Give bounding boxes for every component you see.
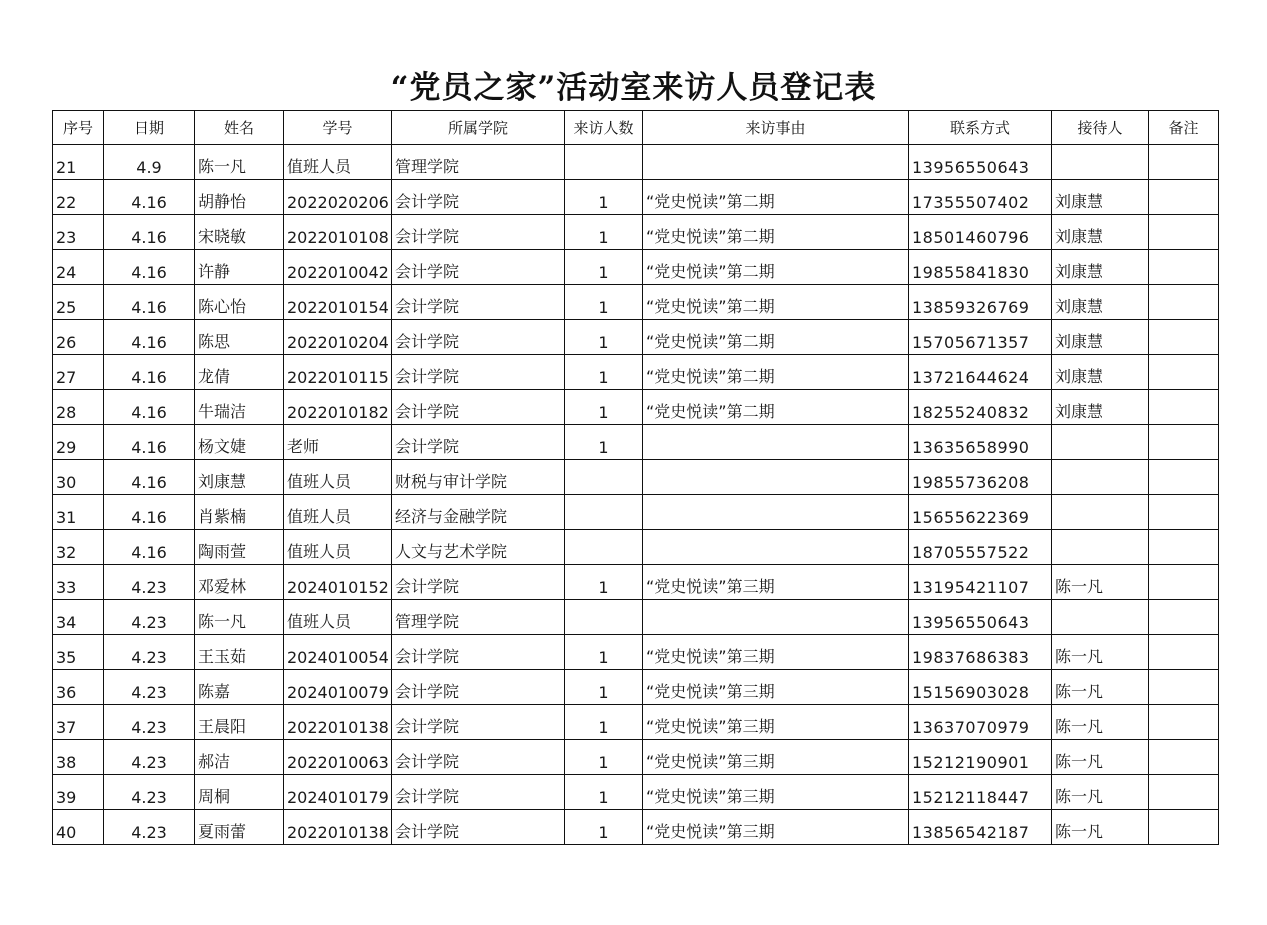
cell-contact: 15655622369 [909,495,1052,530]
header-visitor-count: 来访人数 [565,111,643,145]
cell-host: 刘康慧 [1052,285,1149,320]
cell-date: 4.23 [104,670,195,705]
table-row [53,810,1219,845]
cell-reason [643,600,909,635]
cell-reason: “党史悦读”第二期 [643,320,909,355]
table-row [53,250,1219,285]
cell-note [1149,670,1219,705]
cell-reason: “党史悦读”第二期 [643,390,909,425]
cell-visitor-count [565,460,643,495]
cell-date: 4.16 [104,215,195,250]
cell-reason [643,530,909,565]
cell-college: 会计学院 [392,215,565,250]
table-row [53,705,1219,740]
cell-name: 陈一凡 [195,145,284,180]
cell-date: 4.23 [104,565,195,600]
cell-note [1149,180,1219,215]
cell-student-id: 2024010079 [284,670,392,705]
cell-note [1149,635,1219,670]
cell-note [1149,390,1219,425]
cell-student-id: 2022010154 [284,285,392,320]
header-contact: 联系方式 [909,111,1052,145]
cell-student-id: 2022010182 [284,390,392,425]
cell-college: 财税与审计学院 [392,460,565,495]
cell-name: 陶雨萱 [195,530,284,565]
cell-visitor-count: 1 [565,740,643,775]
cell-name: 牛瑞洁 [195,390,284,425]
header-row [53,111,1219,145]
cell-contact: 13856542187 [909,810,1052,845]
page-title: “党员之家”活动室来访人员登记表 [390,70,877,106]
cell-college: 会计学院 [392,390,565,425]
table-row [53,355,1219,390]
cell-visitor-count: 1 [565,390,643,425]
cell-college: 管理学院 [392,145,565,180]
cell-host: 刘康慧 [1052,390,1149,425]
cell-host [1052,600,1149,635]
cell-name: 许静 [195,250,284,285]
cell-no: 37 [53,705,104,740]
cell-name: 刘康慧 [195,460,284,495]
cell-contact: 13635658990 [909,425,1052,460]
cell-no: 25 [53,285,104,320]
cell-host: 陈一凡 [1052,775,1149,810]
cell-student-id: 值班人员 [284,460,392,495]
table-row [53,740,1219,775]
header-college: 所属学院 [392,111,565,145]
cell-reason: “党史悦读”第三期 [643,670,909,705]
cell-contact: 19837686383 [909,635,1052,670]
cell-date: 4.16 [104,250,195,285]
cell-host: 刘康慧 [1052,250,1149,285]
cell-contact: 15212118447 [909,775,1052,810]
table-row [53,600,1219,635]
cell-reason: “党史悦读”第三期 [643,775,909,810]
cell-name: 王玉茹 [195,635,284,670]
cell-reason: “党史悦读”第三期 [643,565,909,600]
cell-college: 会计学院 [392,355,565,390]
cell-name: 杨文婕 [195,425,284,460]
cell-contact: 19855841830 [909,250,1052,285]
cell-college: 会计学院 [392,425,565,460]
cell-date: 4.23 [104,705,195,740]
cell-reason: “党史悦读”第三期 [643,705,909,740]
cell-contact: 13859326769 [909,285,1052,320]
cell-no: 32 [53,530,104,565]
cell-date: 4.23 [104,775,195,810]
cell-student-id: 2024010152 [284,565,392,600]
cell-college: 会计学院 [392,635,565,670]
cell-college: 会计学院 [392,740,565,775]
cell-reason: “党史悦读”第三期 [643,635,909,670]
table-row [53,285,1219,320]
table-row [53,320,1219,355]
cell-student-id: 2022010108 [284,215,392,250]
cell-name: 陈嘉 [195,670,284,705]
cell-reason: “党史悦读”第二期 [643,285,909,320]
cell-note [1149,425,1219,460]
cell-name: 邓爱林 [195,565,284,600]
cell-reason [643,495,909,530]
cell-visitor-count: 1 [565,775,643,810]
cell-no: 33 [53,565,104,600]
cell-no: 39 [53,775,104,810]
cell-no: 34 [53,600,104,635]
cell-name: 胡静怡 [195,180,284,215]
cell-no: 24 [53,250,104,285]
cell-reason: “党史悦读”第二期 [643,250,909,285]
cell-name: 陈心怡 [195,285,284,320]
cell-contact: 17355507402 [909,180,1052,215]
cell-student-id: 2022010204 [284,320,392,355]
cell-college: 会计学院 [392,320,565,355]
cell-visitor-count [565,145,643,180]
cell-name: 王晨阳 [195,705,284,740]
cell-host: 刘康慧 [1052,215,1149,250]
cell-note [1149,250,1219,285]
cell-date: 4.16 [104,320,195,355]
cell-student-id: 2022010063 [284,740,392,775]
cell-college: 会计学院 [392,180,565,215]
cell-college: 会计学院 [392,775,565,810]
cell-college: 人文与艺术学院 [392,530,565,565]
header-student-id: 学号 [284,111,392,145]
header-reason: 来访事由 [643,111,909,145]
cell-contact: 13721644624 [909,355,1052,390]
cell-host [1052,145,1149,180]
table-row [53,390,1219,425]
cell-note [1149,145,1219,180]
cell-visitor-count: 1 [565,425,643,460]
table-row [53,670,1219,705]
cell-no: 21 [53,145,104,180]
cell-host: 陈一凡 [1052,565,1149,600]
cell-reason: “党史悦读”第三期 [643,810,909,845]
cell-reason: “党史悦读”第三期 [643,740,909,775]
cell-name: 夏雨蕾 [195,810,284,845]
header-name: 姓名 [195,111,284,145]
header-note: 备注 [1149,111,1219,145]
cell-student-id: 值班人员 [284,145,392,180]
header-no: 序号 [53,111,104,145]
cell-note [1149,705,1219,740]
cell-college: 会计学院 [392,810,565,845]
cell-no: 40 [53,810,104,845]
cell-date: 4.23 [104,810,195,845]
cell-date: 4.23 [104,740,195,775]
cell-note [1149,775,1219,810]
cell-visitor-count: 1 [565,810,643,845]
cell-host: 刘康慧 [1052,355,1149,390]
cell-name: 宋晓敏 [195,215,284,250]
table-row [53,460,1219,495]
cell-date: 4.9 [104,145,195,180]
cell-note [1149,530,1219,565]
cell-reason: “党史悦读”第二期 [643,180,909,215]
cell-visitor-count: 1 [565,565,643,600]
cell-note [1149,565,1219,600]
table-row [53,215,1219,250]
cell-contact: 13195421107 [909,565,1052,600]
cell-date: 4.16 [104,355,195,390]
table-row [53,565,1219,600]
cell-no: 35 [53,635,104,670]
cell-visitor-count: 1 [565,670,643,705]
table-row [53,635,1219,670]
cell-student-id: 2022010115 [284,355,392,390]
cell-contact: 18255240832 [909,390,1052,425]
cell-date: 4.16 [104,285,195,320]
cell-name: 陈思 [195,320,284,355]
cell-college: 会计学院 [392,670,565,705]
cell-host: 刘康慧 [1052,180,1149,215]
table-row [53,530,1219,565]
cell-date: 4.23 [104,600,195,635]
cell-visitor-count: 1 [565,355,643,390]
cell-student-id: 老师 [284,425,392,460]
table-row [53,145,1219,180]
visitor-register-table [52,110,1219,845]
header-host: 接待人 [1052,111,1149,145]
cell-host: 刘康慧 [1052,320,1149,355]
cell-contact: 18705557522 [909,530,1052,565]
cell-note [1149,215,1219,250]
cell-college: 会计学院 [392,285,565,320]
cell-date: 4.16 [104,425,195,460]
cell-name: 龙倩 [195,355,284,390]
cell-date: 4.16 [104,460,195,495]
cell-student-id: 2022010138 [284,810,392,845]
cell-host: 陈一凡 [1052,705,1149,740]
cell-host [1052,460,1149,495]
cell-college: 会计学院 [392,250,565,285]
cell-host [1052,495,1149,530]
cell-no: 27 [53,355,104,390]
cell-name: 陈一凡 [195,600,284,635]
cell-host: 陈一凡 [1052,670,1149,705]
cell-student-id: 值班人员 [284,530,392,565]
cell-student-id: 2022020206 [284,180,392,215]
cell-date: 4.16 [104,495,195,530]
cell-note [1149,460,1219,495]
cell-no: 31 [53,495,104,530]
cell-no: 30 [53,460,104,495]
cell-student-id: 值班人员 [284,495,392,530]
cell-visitor-count: 1 [565,180,643,215]
cell-host: 陈一凡 [1052,740,1149,775]
cell-reason [643,425,909,460]
cell-college: 经济与金融学院 [392,495,565,530]
cell-reason: “党史悦读”第二期 [643,215,909,250]
cell-reason [643,145,909,180]
table-row [53,775,1219,810]
cell-host: 陈一凡 [1052,810,1149,845]
cell-student-id: 2022010042 [284,250,392,285]
cell-contact: 15212190901 [909,740,1052,775]
cell-contact: 13956550643 [909,600,1052,635]
cell-date: 4.23 [104,635,195,670]
cell-no: 23 [53,215,104,250]
cell-college: 管理学院 [392,600,565,635]
cell-visitor-count: 1 [565,215,643,250]
cell-no: 29 [53,425,104,460]
cell-visitor-count: 1 [565,635,643,670]
cell-no: 36 [53,670,104,705]
cell-college: 会计学院 [392,565,565,600]
cell-visitor-count: 1 [565,320,643,355]
cell-visitor-count: 1 [565,705,643,740]
table-row [53,180,1219,215]
cell-contact: 15156903028 [909,670,1052,705]
cell-date: 4.16 [104,530,195,565]
cell-note [1149,810,1219,845]
table-row [53,495,1219,530]
cell-note [1149,355,1219,390]
cell-contact: 18501460796 [909,215,1052,250]
cell-visitor-count: 1 [565,250,643,285]
cell-visitor-count [565,495,643,530]
cell-date: 4.16 [104,180,195,215]
cell-host [1052,425,1149,460]
cell-visitor-count [565,530,643,565]
cell-name: 郝洁 [195,740,284,775]
cell-reason: “党史悦读”第二期 [643,355,909,390]
cell-no: 28 [53,390,104,425]
cell-no: 26 [53,320,104,355]
cell-note [1149,495,1219,530]
cell-contact: 13637070979 [909,705,1052,740]
cell-no: 22 [53,180,104,215]
table-row [53,425,1219,460]
cell-host [1052,530,1149,565]
cell-college: 会计学院 [392,705,565,740]
cell-note [1149,285,1219,320]
cell-student-id: 2024010054 [284,635,392,670]
cell-name: 周桐 [195,775,284,810]
cell-student-id: 值班人员 [284,600,392,635]
cell-reason [643,460,909,495]
cell-note [1149,320,1219,355]
header-date: 日期 [104,111,195,145]
cell-contact: 13956550643 [909,145,1052,180]
cell-name: 肖紫楠 [195,495,284,530]
cell-student-id: 2022010138 [284,705,392,740]
cell-student-id: 2024010179 [284,775,392,810]
table-body [53,145,1219,845]
cell-note [1149,600,1219,635]
cell-visitor-count: 1 [565,285,643,320]
cell-contact: 15705671357 [909,320,1052,355]
cell-contact: 19855736208 [909,460,1052,495]
cell-no: 38 [53,740,104,775]
cell-host: 陈一凡 [1052,635,1149,670]
cell-date: 4.16 [104,390,195,425]
cell-visitor-count [565,600,643,635]
cell-note [1149,740,1219,775]
